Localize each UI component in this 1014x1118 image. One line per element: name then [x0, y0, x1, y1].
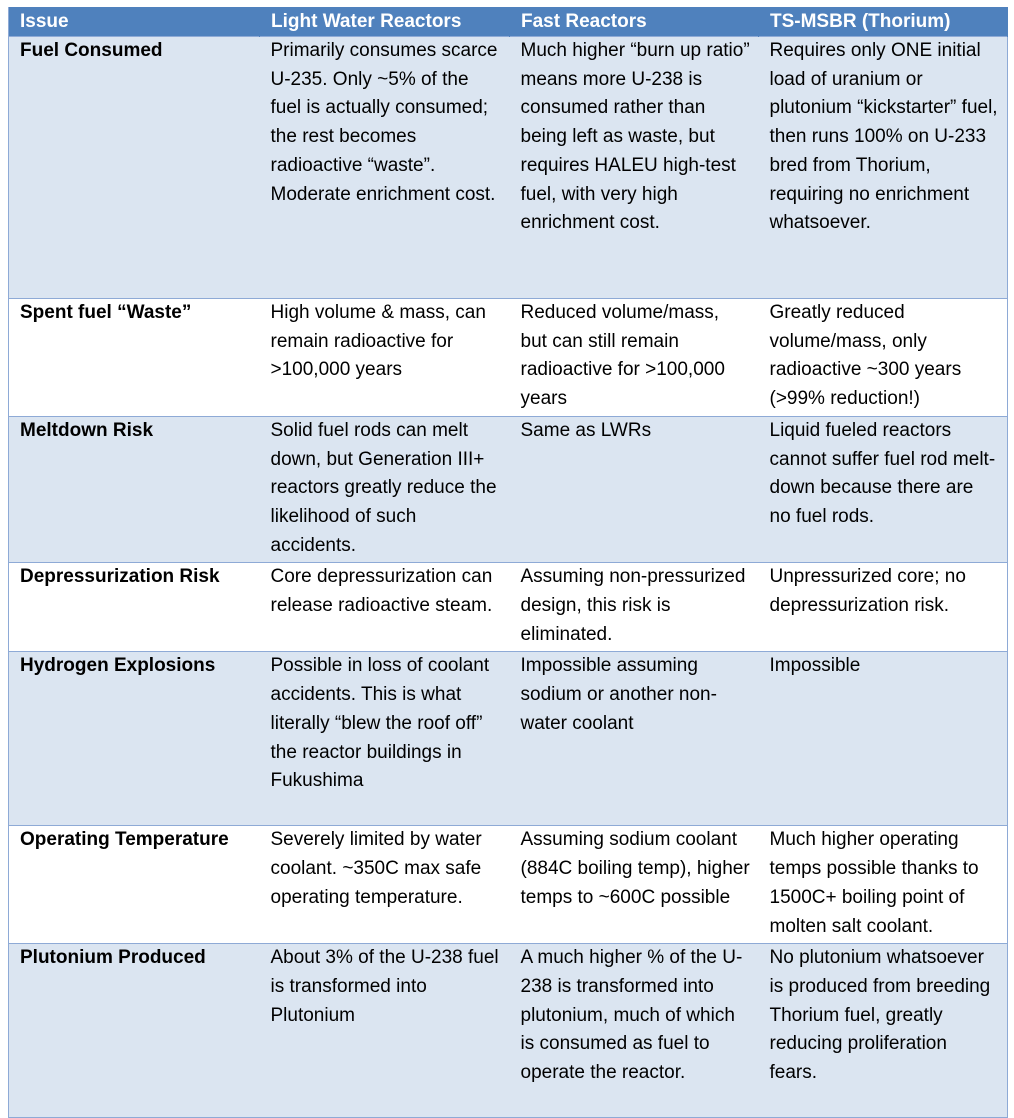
- issue-cell: Plutonium Produced: [9, 944, 260, 1118]
- table-row: [9, 416, 1008, 563]
- lwr-cell: Solid fuel rods can melt down, but Generation III+ reactors greatly reduce the likelihood of such accidents.: [260, 416, 510, 563]
- issue-cell: Hydrogen Explosions: [9, 652, 260, 826]
- fast-cell: Assuming sodium coolant (884C boiling temp), higher temps to ~600C possible: [510, 826, 759, 944]
- msbr-cell: Greatly reduced volume/mass, only radioactive ~300 years (>99% reduction!): [759, 299, 1008, 417]
- fast-cell: Assuming non-pressurized design, this risk is eliminated.: [510, 563, 759, 652]
- header-row: [9, 7, 1008, 37]
- table-row: [9, 563, 1008, 652]
- comparison-table-container: [8, 7, 1007, 1118]
- table-row: [9, 652, 1008, 826]
- reactor-comparison-table: [8, 7, 1008, 1118]
- msbr-cell: Liquid fueled reactors cannot suffer fuel rod melt-down because there are no fuel rods.: [759, 416, 1008, 563]
- msbr-cell: No plutonium whatsoever is produced from breeding Thorium fuel, greatly reducing proliferation fears.: [759, 944, 1008, 1118]
- msbr-cell: Impossible: [759, 652, 1008, 826]
- lwr-cell: Core depressurization can release radioactive steam.: [260, 563, 510, 652]
- table-row: [9, 826, 1008, 944]
- fast-cell: Reduced volume/mass, but can still remain radioactive for >100,000 years: [510, 299, 759, 417]
- msbr-cell: Much higher operating temps possible thanks to 1500C+ boiling point of molten salt coolant.: [759, 826, 1008, 944]
- lwr-cell: High volume & mass, can remain radioactive for >100,000 years: [260, 299, 510, 417]
- lwr-cell: Primarily consumes scarce U-235. Only ~5% of the fuel is actually consumed; the rest becomes radioactive “waste”. Moderate enrichment cost.: [260, 37, 510, 299]
- issue-cell: Depressurization Risk: [9, 563, 260, 652]
- fast-cell: A much higher % of the U-238 is transformed into plutonium, much of which is consumed as fuel to operate the reactor.: [510, 944, 759, 1118]
- header-ts-msbr: TS-MSBR (Thorium): [759, 7, 1008, 37]
- table-row: [9, 944, 1008, 1118]
- table-row: [9, 37, 1008, 299]
- msbr-cell: Requires only ONE initial load of uranium or plutonium “kickstarter” fuel, then runs 100% on U-233 bred from Thorium, requiring no enrichment whatsoever.: [759, 37, 1008, 299]
- fast-cell: Much higher “burn up ratio” means more U-238 is consumed rather than being left as waste, but requires HALEU high-test fuel, with very high enrichment cost.: [510, 37, 759, 299]
- table-row: [9, 299, 1008, 417]
- lwr-cell: Possible in loss of coolant accidents. This is what literally “blew the roof off” the reactor buildings in Fukushima: [260, 652, 510, 826]
- fast-cell: Same as LWRs: [510, 416, 759, 563]
- issue-cell: Operating Temperature: [9, 826, 260, 944]
- fast-cell: Impossible assuming sodium or another non-water coolant: [510, 652, 759, 826]
- header-light-water-reactors: Light Water Reactors: [260, 7, 510, 37]
- issue-cell: Fuel Consumed: [9, 37, 260, 299]
- lwr-cell: About 3% of the U-238 fuel is transformed into Plutonium: [260, 944, 510, 1118]
- header-fast-reactors: Fast Reactors: [510, 7, 759, 37]
- msbr-cell: Unpressurized core; no depressurization risk.: [759, 563, 1008, 652]
- issue-cell: Spent fuel “Waste”: [9, 299, 260, 417]
- issue-cell: Meltdown Risk: [9, 416, 260, 563]
- lwr-cell: Severely limited by water coolant. ~350C max safe operating temperature.: [260, 826, 510, 944]
- header-issue: Issue: [9, 7, 260, 37]
